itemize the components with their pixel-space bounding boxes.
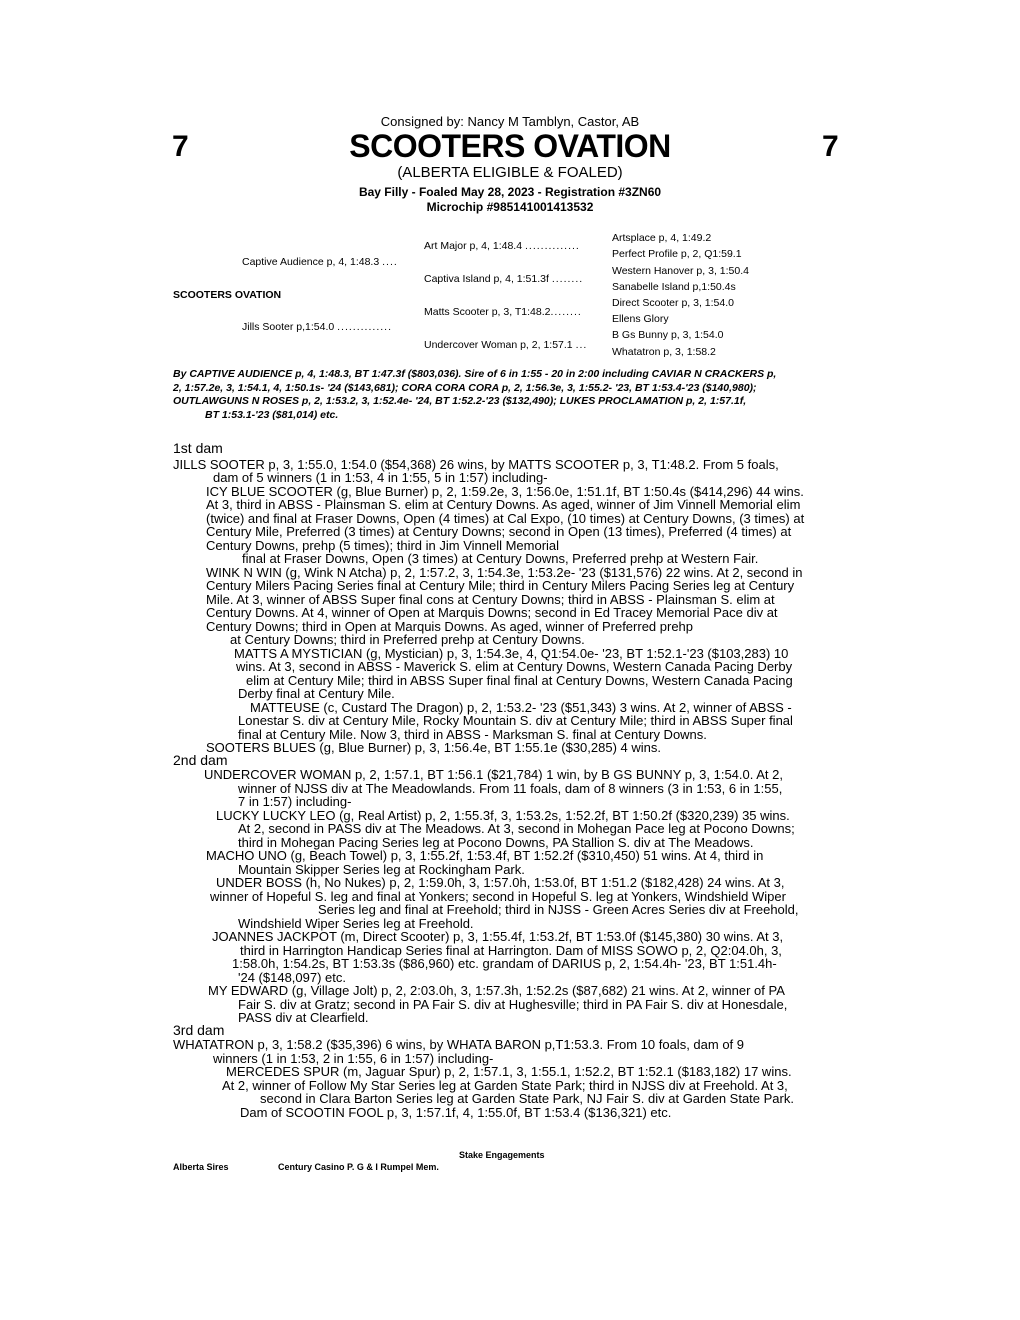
pedigree-dam: Jills Sooter p,1:54.0 .............. (242, 321, 392, 333)
sire-summary-line: OUTLAWGUNS N ROSES p, 2, 1:53.2, 3, 1:52.4e- '24, BT 1:52.2-'23 ($132,490); LUKES PROCLAMATION p, 2, 1:57.1f, (173, 395, 747, 407)
pedigree-sire-sire: Art Major p, 4, 1:48.4 .............. (424, 240, 580, 252)
third-dam-heading: 3rd dam (173, 1022, 225, 1038)
pedigree-dam-sire: Matts Scooter p, 3, T1:48.2........ (424, 306, 582, 318)
first-dam-line: JILLS SOOTER p, 3, 1:55.0, 1:54.0 ($54,368) 26 wins, by MATTS SCOOTER p, 3, T1:48.2. From 5 foals, (173, 457, 779, 472)
second-dam-line: 1:58.0h, 1:54.2s, BT 1:53.3s ($86,960) etc. grandam of DARIUS p, 2, 1:54.4h- '23, BT 1:51.4h- (232, 956, 777, 971)
first-dam-line: dam of 5 winners (1 in 1:53, 4 in 1:55, 5 in 1:57) including- (213, 470, 548, 485)
second-dam-heading: 2nd dam (173, 752, 228, 768)
hip-number-left: 7 (172, 130, 189, 163)
second-dam-line: LUCKY LUCKY LEO (g, Real Artist) p, 2, 1:55.3f, 3, 1:53.2s, 1:52.2f, BT 1:50.2f ($320,239) 35 wins. (216, 808, 790, 823)
second-dam-line: Series leg and final at Freehold; third in NJSS - Green Acres Series div at Freehold, (318, 902, 799, 917)
sire-summary-line: 2, 1:57.2e, 3, 1:54.1, 4, 1:50.1s- '24 ($143,681); CORA CORA CORA p, 2, 1:56.3e, 3, 1:55.2- '23, BT 1:53.4-'23 ($140,980); (173, 381, 757, 394)
first-dam-line: Century Downs, prehp (5 times); third in Jim Vinnell Memorial (206, 538, 560, 553)
second-dam-line: At 2, second in PASS div at The Meadows. At 3, second in Mohegan Pace leg at Pocono Downs; (238, 821, 795, 836)
first-dam-line: Century Downs; third in Open at Marquis Downs. As aged, winner of Preferred prehp (206, 619, 694, 634)
third-dam-line: WHATATRON p, 3, 1:58.2 ($35,396) 6 wins, by WHATA BARON p,T1:53.3. From 10 foals, dam of 9 (173, 1037, 745, 1052)
first-dam-line: At 3, third in ABSS - Plainsman S. elim at Century Downs. As aged, winner of Jim Vinnell Memorial elim (206, 497, 801, 512)
first-dam-line: ICY BLUE SCOOTER (g, Blue Burner) p, 2, 1:59.2e, 3, 1:56.0e, 1:51.1f, BT 1:50.4s ($414,296) 44 wins. (206, 484, 804, 499)
pedigree-g5: Direct Scooter p, 3, 1:54.0 (612, 297, 734, 309)
stake-engagement-item: Century Casino P. G & I Rumpel Mem. (278, 1162, 439, 1172)
pedigree-g3: Western Hanover p, 3, 1:50.4 (612, 265, 749, 277)
second-dam-line: '24 ($148,097) etc. (238, 970, 346, 985)
first-dam-line: SOOTERS BLUES (g, Blue Burner) p, 3, 1:56.4e, BT 1:55.1e ($30,285) 4 wins. (206, 740, 661, 755)
second-dam-line: 7 in 1:57) including- (238, 794, 352, 809)
pedigree-sire-dam: Captiva Island p, 4, 1:51.3f ........ (424, 273, 584, 285)
third-dam-line: second in Clara Barton Series leg at Garden State Park, NJ Fair S. div at Garden State Park. (260, 1091, 794, 1106)
second-dam-line: Windshield Wiper Series leg at Freehold. (238, 916, 474, 931)
stake-engagement-item: Alberta Sires (173, 1162, 229, 1172)
first-dam-line: MATTS A MYSTICIAN (g, Mystician) p, 3, 1:54.3e, 4, Q1:54.0e- '23, BT 1:52.1-'23 ($103,283) 10 (234, 646, 789, 661)
pedigree-g4: Sanabelle Island p,1:50.4s (612, 281, 736, 293)
second-dam-line: winner of NJSS div at The Meadowlands. From 11 foals, dam of 8 winners (3 in 1:53, 6 in 1:55, (238, 781, 783, 796)
second-dam-line: JOANNES JACKPOT (m, Direct Scooter) p, 3, 1:55.4f, 1:53.2f, BT 1:53.0f ($145,380) 30 wins. At 3, (212, 929, 784, 944)
first-dam-heading: 1st dam (173, 440, 223, 456)
first-dam-line: Century Milers Pacing Series final at Century Mile; third in Century Milers Pacing Series leg at Century (206, 578, 795, 593)
sire-summary-line: By CAPTIVE AUDIENCE p, 4, 1:48.3, BT 1:47.3f ($803,036). Sire of 6 in 1:55 - 20 in 2:00 including CAVIAR N CRACKERS p, (173, 368, 777, 380)
pedigree-dam-dam: Undercover Woman p, 2, 1:57.1 ... (424, 339, 588, 351)
pedigree-g1: Artsplace p, 4, 1:49.2 (612, 232, 712, 244)
third-dam-line: winners (1 in 1:53, 2 in 1:55, 6 in 1:57) including- (213, 1051, 494, 1066)
first-dam-line: WINK N WIN (g, Wink N Atcha) p, 2, 1:57.2, 3, 1:54.3e, 1:53.2e- '23 ($131,576) 22 wins. At 2, second in (206, 565, 803, 580)
microchip: Microchip #985141001413532 (426, 200, 594, 214)
sire-summary-line: BT 1:53.1-'23 ($81,014) etc. (205, 408, 339, 421)
first-dam-line: Derby final at Century Mile. (238, 686, 395, 701)
second-dam-line: Mountain Skipper Series leg at Rockingham Park. (238, 862, 525, 877)
first-dam-line: (twice) and final at Fraser Downs, Open (4 times) at Cal Expo, (10 times) at Century Downs, (3 times) at (206, 511, 805, 526)
second-dam-line: PASS div at Clearfield. (238, 1010, 369, 1025)
third-dam-line: At 2, winner of Follow My Star Series leg at Garden State Park; third in NJSS div at Freehold. At 3, (222, 1078, 788, 1093)
first-dam-line: at Century Downs; third in Preferred prehp at Century Downs. (230, 632, 585, 647)
first-dam-line: final at Century Mile. Now 3, third in ABSS - Marksman S. final at Century Downs. (238, 727, 707, 742)
first-dam-line: elim at Century Mile; third in ABSS Super final final at Century Downs, Western Canada Pacing (246, 673, 793, 688)
second-dam-line: UNDERCOVER WOMAN p, 2, 1:57.1, BT 1:56.1 ($21,784) 1 win, by B GS BUNNY p, 3, 1:54.0. At 2, (204, 767, 783, 782)
pedigree-g2: Perfect Profile p, 2, Q1:59.1 (612, 248, 742, 260)
sire-summary (173, 368, 853, 422)
first-dam-line: wins. At 3, second in ABSS - Maverick S. elim at Century Downs, Western Canada Pacing Derby (236, 659, 793, 674)
third-dam-line: Dam of SCOOTIN FOOL p, 3, 1:57.1f, 4, 1:55.0f, BT 1:53.4 ($136,321) etc. (240, 1105, 672, 1120)
third-dam-line: MERCEDES SPUR (m, Jaguar Spur) p, 2, 1:57.1, 3, 1:55.1, 1:52.2, BT 1:52.1 ($183,182) 17 wins. (226, 1064, 792, 1079)
stake-engagements-title: Stake Engagements (459, 1150, 545, 1160)
pedigree-g8: Whatatron p, 3, 1:58.2 (612, 346, 716, 358)
horse-name: SCOOTERS OVATION (349, 128, 671, 164)
second-dam-line: MY EDWARD (g, Village Jolt) p, 2, 2:03.0h, 3, 1:57.3h, 1:52.2s ($87,682) 21 wins. At 2, winner of PA (208, 983, 785, 998)
first-dam-line: MATTEUSE (c, Custard The Dragon) p, 2, 1:53.2- '23 ($51,343) 3 wins. At 2, winner of ABSS - (250, 700, 792, 715)
horse-description: Bay Filly - Foaled May 28, 2023 - Registration #3ZN60 (358, 185, 662, 199)
first-dam-line: Century Downs. At 4, winner of Open at Marquis Downs; second in Ed Tracey Memorial Pace div at (206, 605, 778, 620)
pedigree-sire: Captive Audience p, 4, 1:48.3 .... (242, 256, 398, 268)
second-dam-line: third in Harrington Handicap Series final at Harrington. Dam of MISS SOWO p, 2, Q2:04.0h, 3, (240, 943, 782, 958)
second-dam-line: third in Mohegan Pacing Series leg at Pocono Downs, PA Stallion S. div at The Meadows. (238, 835, 754, 850)
second-dam-line: MACHO UNO (g, Beach Towel) p, 3, 1:55.2f, 1:53.4f, BT 1:52.2f ($310,450) 51 wins. At 4, third in (206, 848, 764, 863)
pedigree-g6: Ellens Glory (612, 313, 669, 325)
first-dam-line: Mile. At 3, winner of ABSS Super final cons at Century Downs; third in ABSS - Plainsman S. elim at (206, 592, 775, 607)
first-dam-line: Century Mile, Preferred (3 times) at Century Downs; second in Open (13 times), Preferred (4 times) at (206, 524, 792, 539)
hip-number-right: 7 (822, 130, 839, 163)
consignor-line: Consigned by: Nancy M Tamblyn, Castor, AB (380, 114, 640, 129)
first-dam-line: Lonestar S. div at Century Mile, Rocky Mountain S. div at Century Mile; third in ABSS Super final (238, 713, 793, 728)
pedigree-subject: SCOOTERS OVATION (173, 289, 282, 301)
second-dam-line: winner of Hopeful S. leg and final at Yonkers; second in Hopeful S. leg at Yonkers, Windshield Wiper (210, 889, 786, 904)
second-dam-line: UNDER BOSS (h, No Nukes) p, 2, 1:59.0h, 3, 1:57.0h, 1:53.0f, BT 1:51.2 ($182,428) 24 wins. At 3, (216, 875, 785, 890)
first-dam-line: final at Fraser Downs, Open (3 times) at Century Downs, Preferred prehp at Western Fair. (242, 551, 759, 566)
eligibility: (ALBERTA ELIGIBLE & FOALED) (397, 164, 623, 181)
pedigree-g7: B Gs Bunny p, 3, 1:54.0 (612, 329, 724, 341)
second-dam-line: Fair S. div at Gratz; second in PA Fair S. div at Hughesville; third in PA Fair S. div at Honesdale, (238, 997, 788, 1012)
